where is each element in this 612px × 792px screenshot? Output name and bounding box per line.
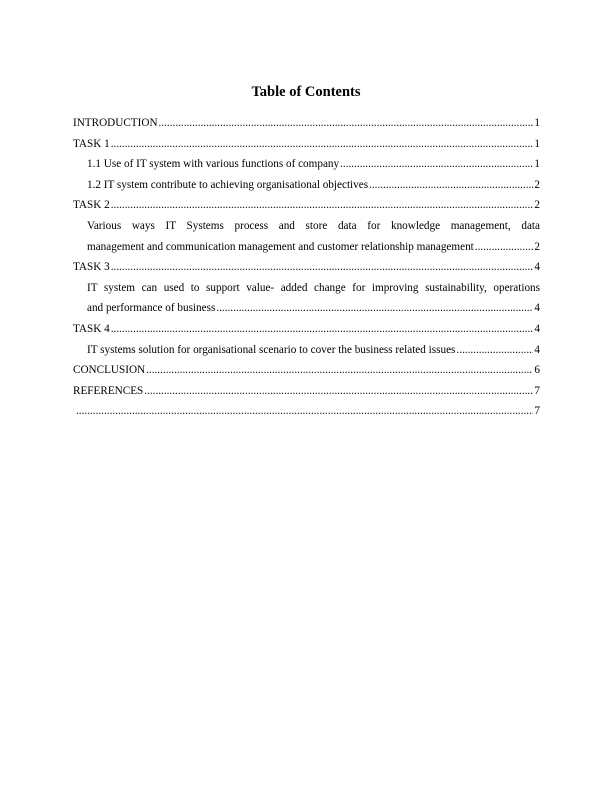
toc-entry-page: 2 — [534, 240, 540, 253]
toc-entry-page: 4 — [534, 261, 540, 274]
toc-entry-page: 2 — [534, 199, 540, 212]
toc-entry-label: management and communication management and customer relationship management — [87, 240, 474, 253]
toc-entry-task-3[interactable] — [73, 257, 540, 278]
toc-entry-page: 2 — [534, 178, 540, 191]
toc-entry-label: 1.2 IT system contribute to achieving organisational objectives — [87, 178, 369, 191]
toc-entry-task-4[interactable] — [73, 319, 540, 340]
dot-leader — [475, 237, 534, 258]
dot-leader — [111, 134, 534, 155]
toc-entry-references[interactable] — [73, 381, 540, 402]
toc-entry-label: INTRODUCTION — [73, 117, 158, 129]
dot-leader — [159, 113, 534, 134]
toc-entry-page: 7 — [534, 384, 540, 397]
toc-entry-page: 7 — [534, 405, 540, 418]
dot-leader — [146, 360, 533, 381]
toc-entry-page: 1 — [534, 117, 540, 129]
toc-entry-task-1[interactable] — [73, 134, 540, 155]
toc-entry-label-line1: IT system can used to support value- added change for improving sustainability, operations — [87, 281, 540, 294]
toc-entry-introduction[interactable] — [73, 113, 540, 134]
toc-entry-label: TASK 2 — [73, 199, 110, 212]
toc-entry-line2 — [87, 237, 540, 258]
toc-entry-unlabeled[interactable] — [73, 401, 540, 422]
toc-entry-various-ways[interactable] — [73, 216, 540, 257]
dot-leader — [340, 154, 533, 175]
toc-entry-it-systems-solution[interactable] — [73, 340, 540, 361]
toc-entry-page: 4 — [534, 343, 540, 356]
toc-entry-page: 4 — [534, 322, 540, 335]
toc-entry-label: TASK 3 — [73, 261, 110, 274]
toc-entry-conclusion[interactable] — [73, 360, 540, 381]
toc-entry-label: TASK 4 — [73, 322, 110, 335]
toc-entry-task-2[interactable] — [73, 195, 540, 216]
toc-entry-1-1[interactable] — [73, 154, 540, 175]
toc-entry-label: REFERENCES — [73, 384, 144, 397]
dot-leader — [111, 257, 534, 278]
dot-leader — [456, 340, 533, 361]
table-of-contents — [73, 113, 540, 422]
toc-entry-label: TASK 1 — [73, 137, 110, 150]
toc-entry-page: 1 — [534, 158, 540, 171]
dot-leader — [76, 401, 533, 422]
toc-entry-line2 — [87, 298, 540, 319]
dot-leader — [144, 381, 533, 402]
toc-entry-it-system-value-added[interactable] — [73, 278, 540, 319]
toc-entry-label: IT systems solution for organisational scenario to cover the business related issues — [87, 343, 456, 356]
dot-leader — [111, 319, 534, 340]
toc-title: Table of Contents — [251, 84, 361, 100]
toc-entry-label-line1: Various ways IT Systems process and store data for knowledge management, data — [87, 219, 540, 232]
toc-entry-page: 1 — [534, 137, 540, 150]
toc-entry-page: 4 — [534, 302, 540, 315]
dot-leader — [369, 175, 533, 196]
dot-leader — [111, 195, 534, 216]
dot-leader — [216, 298, 533, 319]
toc-entry-label: 1.1 Use of IT system with various functions of company — [87, 158, 340, 171]
toc-entry-label: and performance of business — [87, 302, 216, 315]
toc-entry-page: 6 — [534, 364, 540, 377]
toc-entry-label: CONCLUSION — [73, 364, 146, 377]
toc-entry-1-2[interactable] — [73, 175, 540, 196]
